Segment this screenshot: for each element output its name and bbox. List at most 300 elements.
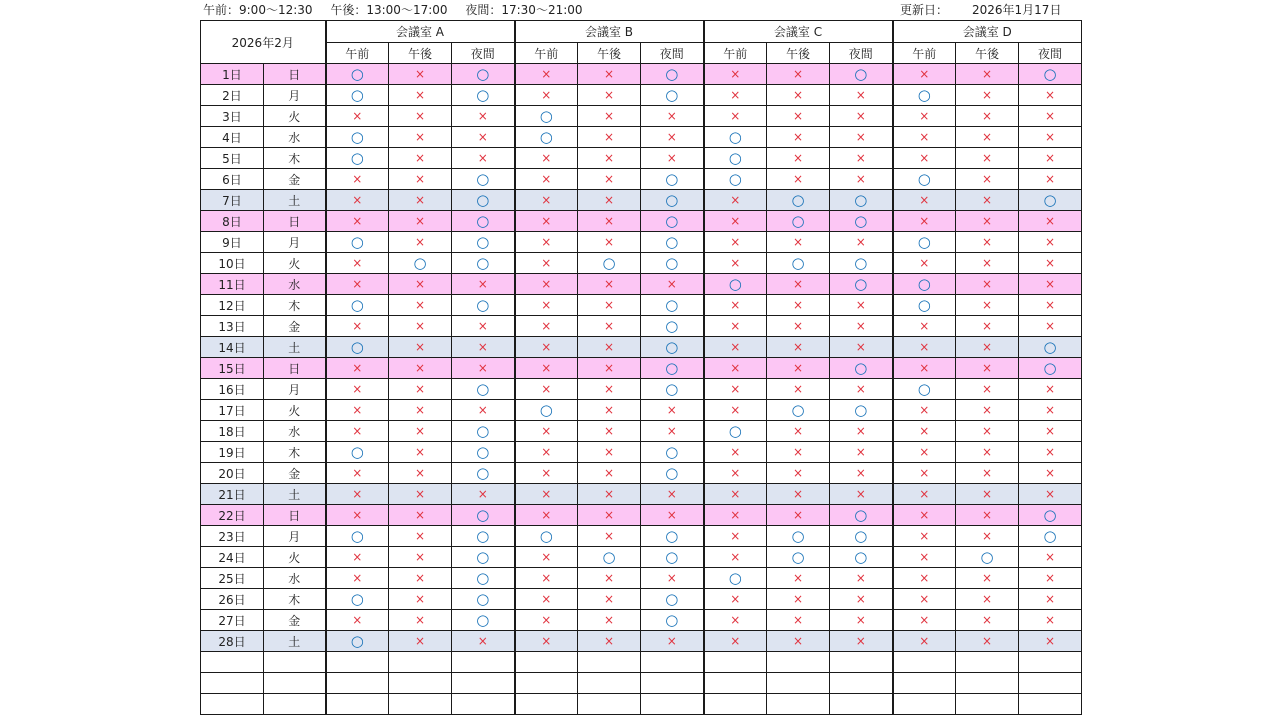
slot-cell[interactable] (326, 295, 389, 316)
slot-cell[interactable] (830, 211, 893, 232)
slot-cell[interactable] (956, 169, 1019, 190)
slot-cell[interactable] (956, 337, 1019, 358)
slot-cell[interactable] (704, 190, 767, 211)
slot-cell[interactable] (704, 463, 767, 484)
slot-cell[interactable] (641, 631, 704, 652)
slot-cell[interactable] (515, 85, 578, 106)
slot-cell[interactable] (956, 442, 1019, 463)
slot-cell[interactable] (326, 106, 389, 127)
slot-cell[interactable] (389, 190, 452, 211)
slot-cell[interactable] (956, 421, 1019, 442)
slot-cell[interactable] (704, 169, 767, 190)
slot-cell[interactable] (452, 106, 515, 127)
slot-cell[interactable] (956, 358, 1019, 379)
slot-cell[interactable] (578, 568, 641, 589)
slot-cell[interactable] (515, 232, 578, 253)
slot-cell[interactable] (641, 484, 704, 505)
slot-cell[interactable] (515, 106, 578, 127)
slot-cell[interactable] (956, 400, 1019, 421)
slot-cell[interactable] (893, 610, 956, 631)
slot-cell[interactable] (767, 379, 830, 400)
slot-cell[interactable] (326, 442, 389, 463)
slot-cell[interactable] (515, 253, 578, 274)
slot-cell[interactable] (767, 358, 830, 379)
slot-cell[interactable] (830, 568, 893, 589)
slot-cell[interactable] (893, 295, 956, 316)
slot-cell[interactable] (389, 106, 452, 127)
slot-cell[interactable] (830, 85, 893, 106)
slot-cell[interactable] (578, 484, 641, 505)
slot-cell[interactable] (515, 610, 578, 631)
slot-cell[interactable] (326, 148, 389, 169)
slot-cell[interactable] (578, 358, 641, 379)
slot-cell[interactable] (389, 337, 452, 358)
slot-cell[interactable] (1019, 589, 1082, 610)
slot-cell[interactable] (515, 316, 578, 337)
slot-cell[interactable] (767, 568, 830, 589)
slot-cell[interactable] (452, 253, 515, 274)
slot-cell[interactable] (452, 148, 515, 169)
slot-cell[interactable] (578, 148, 641, 169)
slot-cell[interactable] (1019, 526, 1082, 547)
slot-cell[interactable] (389, 631, 452, 652)
slot-cell[interactable] (326, 274, 389, 295)
slot-cell[interactable] (956, 64, 1019, 85)
slot-cell[interactable] (641, 253, 704, 274)
slot-cell[interactable] (578, 589, 641, 610)
slot-cell[interactable] (956, 85, 1019, 106)
slot-cell[interactable] (389, 232, 452, 253)
slot-cell[interactable] (326, 505, 389, 526)
slot-cell[interactable] (326, 85, 389, 106)
slot-cell[interactable] (704, 442, 767, 463)
slot-cell[interactable] (830, 505, 893, 526)
slot-cell[interactable] (326, 358, 389, 379)
slot-cell[interactable] (452, 358, 515, 379)
slot-cell[interactable] (1019, 463, 1082, 484)
slot-cell[interactable] (956, 547, 1019, 568)
slot-cell[interactable] (641, 148, 704, 169)
slot-cell[interactable] (326, 127, 389, 148)
slot-cell[interactable] (641, 505, 704, 526)
slot-cell[interactable] (704, 379, 767, 400)
slot-cell[interactable] (515, 484, 578, 505)
slot-cell[interactable] (830, 547, 893, 568)
slot-cell[interactable] (893, 85, 956, 106)
slot-cell[interactable] (767, 505, 830, 526)
slot-cell[interactable] (452, 232, 515, 253)
slot-cell[interactable] (452, 127, 515, 148)
slot-cell[interactable] (893, 463, 956, 484)
slot-cell[interactable] (956, 568, 1019, 589)
slot-cell[interactable] (515, 190, 578, 211)
slot-cell[interactable] (1019, 106, 1082, 127)
slot-cell[interactable] (578, 211, 641, 232)
slot-cell[interactable] (641, 421, 704, 442)
slot-cell[interactable] (326, 589, 389, 610)
slot-cell[interactable] (641, 64, 704, 85)
slot-cell[interactable] (515, 337, 578, 358)
slot-cell[interactable] (452, 421, 515, 442)
slot-cell[interactable] (389, 484, 452, 505)
slot-cell[interactable] (578, 610, 641, 631)
slot-cell[interactable] (767, 484, 830, 505)
slot-cell[interactable] (893, 169, 956, 190)
slot-cell[interactable] (704, 421, 767, 442)
slot-cell[interactable] (515, 274, 578, 295)
slot-cell[interactable] (452, 337, 515, 358)
slot-cell[interactable] (956, 379, 1019, 400)
slot-cell[interactable] (704, 316, 767, 337)
slot-cell[interactable] (641, 106, 704, 127)
slot-cell[interactable] (704, 295, 767, 316)
slot-cell[interactable] (326, 253, 389, 274)
slot-cell[interactable] (326, 400, 389, 421)
slot-cell[interactable] (767, 400, 830, 421)
slot-cell[interactable] (893, 421, 956, 442)
slot-cell[interactable] (704, 211, 767, 232)
slot-cell[interactable] (452, 631, 515, 652)
slot-cell[interactable] (830, 316, 893, 337)
slot-cell[interactable] (767, 64, 830, 85)
slot-cell[interactable] (956, 148, 1019, 169)
slot-cell[interactable] (389, 211, 452, 232)
slot-cell[interactable] (515, 526, 578, 547)
slot-cell[interactable] (704, 610, 767, 631)
slot-cell[interactable] (893, 379, 956, 400)
slot-cell[interactable] (893, 526, 956, 547)
slot-cell[interactable] (704, 505, 767, 526)
slot-cell[interactable] (767, 106, 830, 127)
slot-cell[interactable] (578, 379, 641, 400)
slot-cell[interactable] (326, 232, 389, 253)
slot-cell[interactable] (515, 442, 578, 463)
slot-cell[interactable] (452, 442, 515, 463)
slot-cell[interactable] (389, 169, 452, 190)
slot-cell[interactable] (830, 169, 893, 190)
slot-cell[interactable] (389, 400, 452, 421)
slot-cell[interactable] (830, 526, 893, 547)
slot-cell[interactable] (893, 400, 956, 421)
slot-cell[interactable] (767, 211, 830, 232)
slot-cell[interactable] (389, 253, 452, 274)
slot-cell[interactable] (389, 463, 452, 484)
slot-cell[interactable] (1019, 295, 1082, 316)
slot-cell[interactable] (515, 589, 578, 610)
slot-cell[interactable] (767, 547, 830, 568)
slot-cell[interactable] (641, 400, 704, 421)
slot-cell[interactable] (704, 358, 767, 379)
slot-cell[interactable] (578, 337, 641, 358)
slot-cell[interactable] (641, 463, 704, 484)
slot-cell[interactable] (704, 232, 767, 253)
slot-cell[interactable] (704, 400, 767, 421)
slot-cell[interactable] (704, 547, 767, 568)
slot-cell[interactable] (389, 379, 452, 400)
slot-cell[interactable] (326, 484, 389, 505)
slot-cell[interactable] (452, 274, 515, 295)
slot-cell[interactable] (830, 421, 893, 442)
slot-cell[interactable] (641, 442, 704, 463)
slot-cell[interactable] (893, 211, 956, 232)
slot-cell[interactable] (767, 148, 830, 169)
slot-cell[interactable] (956, 505, 1019, 526)
slot-cell[interactable] (767, 442, 830, 463)
slot-cell[interactable] (767, 295, 830, 316)
slot-cell[interactable] (893, 337, 956, 358)
slot-cell[interactable] (641, 358, 704, 379)
slot-cell[interactable] (767, 463, 830, 484)
slot-cell[interactable] (767, 190, 830, 211)
slot-cell[interactable] (389, 85, 452, 106)
slot-cell[interactable] (389, 442, 452, 463)
slot-cell[interactable] (893, 631, 956, 652)
slot-cell[interactable] (326, 463, 389, 484)
slot-cell[interactable] (515, 295, 578, 316)
slot-cell[interactable] (389, 610, 452, 631)
slot-cell[interactable] (830, 379, 893, 400)
slot-cell[interactable] (326, 568, 389, 589)
slot-cell[interactable] (641, 316, 704, 337)
slot-cell[interactable] (578, 505, 641, 526)
slot-cell[interactable] (893, 148, 956, 169)
slot-cell[interactable] (578, 64, 641, 85)
slot-cell[interactable] (893, 442, 956, 463)
slot-cell[interactable] (1019, 64, 1082, 85)
slot-cell[interactable] (893, 568, 956, 589)
slot-cell[interactable] (641, 232, 704, 253)
slot-cell[interactable] (326, 379, 389, 400)
slot-cell[interactable] (704, 484, 767, 505)
slot-cell[interactable] (578, 316, 641, 337)
slot-cell[interactable] (515, 400, 578, 421)
slot-cell[interactable] (515, 631, 578, 652)
slot-cell[interactable] (893, 127, 956, 148)
slot-cell[interactable] (578, 232, 641, 253)
slot-cell[interactable] (452, 295, 515, 316)
slot-cell[interactable] (893, 547, 956, 568)
slot-cell[interactable] (956, 127, 1019, 148)
slot-cell[interactable] (1019, 358, 1082, 379)
slot-cell[interactable] (641, 568, 704, 589)
slot-cell[interactable] (956, 295, 1019, 316)
slot-cell[interactable] (704, 568, 767, 589)
slot-cell[interactable] (1019, 337, 1082, 358)
slot-cell[interactable] (830, 106, 893, 127)
slot-cell[interactable] (830, 232, 893, 253)
slot-cell[interactable] (452, 211, 515, 232)
slot-cell[interactable] (830, 148, 893, 169)
slot-cell[interactable] (452, 190, 515, 211)
slot-cell[interactable] (704, 127, 767, 148)
slot-cell[interactable] (830, 64, 893, 85)
slot-cell[interactable] (704, 106, 767, 127)
slot-cell[interactable] (515, 211, 578, 232)
slot-cell[interactable] (452, 64, 515, 85)
slot-cell[interactable] (515, 358, 578, 379)
slot-cell[interactable] (578, 526, 641, 547)
slot-cell[interactable] (704, 631, 767, 652)
slot-cell[interactable] (515, 169, 578, 190)
slot-cell[interactable] (893, 274, 956, 295)
slot-cell[interactable] (326, 64, 389, 85)
slot-cell[interactable] (515, 379, 578, 400)
slot-cell[interactable] (1019, 442, 1082, 463)
slot-cell[interactable] (326, 526, 389, 547)
slot-cell[interactable] (830, 358, 893, 379)
slot-cell[interactable] (578, 463, 641, 484)
slot-cell[interactable] (578, 85, 641, 106)
slot-cell[interactable] (326, 337, 389, 358)
slot-cell[interactable] (767, 253, 830, 274)
slot-cell[interactable] (389, 358, 452, 379)
slot-cell[interactable] (956, 316, 1019, 337)
slot-cell[interactable] (767, 610, 830, 631)
slot-cell[interactable] (452, 568, 515, 589)
slot-cell[interactable] (830, 631, 893, 652)
slot-cell[interactable] (1019, 148, 1082, 169)
slot-cell[interactable] (578, 421, 641, 442)
slot-cell[interactable] (389, 505, 452, 526)
slot-cell[interactable] (767, 274, 830, 295)
slot-cell[interactable] (1019, 274, 1082, 295)
slot-cell[interactable] (641, 274, 704, 295)
slot-cell[interactable] (1019, 85, 1082, 106)
slot-cell[interactable] (452, 526, 515, 547)
slot-cell[interactable] (704, 274, 767, 295)
slot-cell[interactable] (452, 463, 515, 484)
slot-cell[interactable] (704, 337, 767, 358)
slot-cell[interactable] (1019, 253, 1082, 274)
slot-cell[interactable] (767, 316, 830, 337)
slot-cell[interactable] (452, 547, 515, 568)
slot-cell[interactable] (704, 85, 767, 106)
slot-cell[interactable] (1019, 484, 1082, 505)
slot-cell[interactable] (893, 253, 956, 274)
slot-cell[interactable] (452, 379, 515, 400)
slot-cell[interactable] (641, 190, 704, 211)
slot-cell[interactable] (1019, 631, 1082, 652)
slot-cell[interactable] (452, 505, 515, 526)
slot-cell[interactable] (641, 379, 704, 400)
slot-cell[interactable] (893, 358, 956, 379)
slot-cell[interactable] (956, 463, 1019, 484)
slot-cell[interactable] (767, 337, 830, 358)
slot-cell[interactable] (1019, 169, 1082, 190)
slot-cell[interactable] (956, 274, 1019, 295)
slot-cell[interactable] (452, 484, 515, 505)
slot-cell[interactable] (830, 400, 893, 421)
slot-cell[interactable] (893, 484, 956, 505)
slot-cell[interactable] (1019, 316, 1082, 337)
slot-cell[interactable] (515, 505, 578, 526)
slot-cell[interactable] (767, 421, 830, 442)
slot-cell[interactable] (893, 190, 956, 211)
slot-cell[interactable] (326, 169, 389, 190)
slot-cell[interactable] (956, 106, 1019, 127)
slot-cell[interactable] (767, 127, 830, 148)
slot-cell[interactable] (830, 484, 893, 505)
slot-cell[interactable] (578, 547, 641, 568)
slot-cell[interactable] (956, 484, 1019, 505)
slot-cell[interactable] (767, 589, 830, 610)
slot-cell[interactable] (326, 547, 389, 568)
slot-cell[interactable] (389, 589, 452, 610)
slot-cell[interactable] (389, 295, 452, 316)
slot-cell[interactable] (389, 547, 452, 568)
slot-cell[interactable] (389, 526, 452, 547)
slot-cell[interactable] (578, 106, 641, 127)
slot-cell[interactable] (515, 64, 578, 85)
slot-cell[interactable] (704, 253, 767, 274)
slot-cell[interactable] (767, 169, 830, 190)
slot-cell[interactable] (578, 400, 641, 421)
slot-cell[interactable] (452, 169, 515, 190)
slot-cell[interactable] (578, 295, 641, 316)
slot-cell[interactable] (1019, 127, 1082, 148)
slot-cell[interactable] (830, 442, 893, 463)
slot-cell[interactable] (641, 127, 704, 148)
slot-cell[interactable] (641, 547, 704, 568)
slot-cell[interactable] (1019, 379, 1082, 400)
slot-cell[interactable] (830, 253, 893, 274)
slot-cell[interactable] (956, 253, 1019, 274)
slot-cell[interactable] (956, 610, 1019, 631)
slot-cell[interactable] (1019, 421, 1082, 442)
slot-cell[interactable] (578, 631, 641, 652)
slot-cell[interactable] (830, 337, 893, 358)
slot-cell[interactable] (893, 505, 956, 526)
slot-cell[interactable] (956, 232, 1019, 253)
slot-cell[interactable] (326, 610, 389, 631)
slot-cell[interactable] (515, 421, 578, 442)
slot-cell[interactable] (956, 631, 1019, 652)
slot-cell[interactable] (956, 190, 1019, 211)
slot-cell[interactable] (578, 127, 641, 148)
slot-cell[interactable] (326, 631, 389, 652)
slot-cell[interactable] (452, 400, 515, 421)
slot-cell[interactable] (389, 64, 452, 85)
slot-cell[interactable] (1019, 400, 1082, 421)
slot-cell[interactable] (1019, 232, 1082, 253)
slot-cell[interactable] (641, 610, 704, 631)
slot-cell[interactable] (830, 463, 893, 484)
slot-cell[interactable] (389, 274, 452, 295)
slot-cell[interactable] (767, 85, 830, 106)
slot-cell[interactable] (767, 526, 830, 547)
slot-cell[interactable] (1019, 211, 1082, 232)
slot-cell[interactable] (893, 589, 956, 610)
slot-cell[interactable] (1019, 547, 1082, 568)
slot-cell[interactable] (452, 316, 515, 337)
slot-cell[interactable] (326, 190, 389, 211)
slot-cell[interactable] (641, 169, 704, 190)
slot-cell[interactable] (956, 589, 1019, 610)
slot-cell[interactable] (389, 127, 452, 148)
slot-cell[interactable] (641, 337, 704, 358)
slot-cell[interactable] (1019, 568, 1082, 589)
slot-cell[interactable] (956, 211, 1019, 232)
slot-cell[interactable] (515, 547, 578, 568)
slot-cell[interactable] (830, 610, 893, 631)
slot-cell[interactable] (830, 274, 893, 295)
slot-cell[interactable] (893, 232, 956, 253)
slot-cell[interactable] (704, 589, 767, 610)
slot-cell[interactable] (389, 316, 452, 337)
slot-cell[interactable] (389, 421, 452, 442)
slot-cell[interactable] (704, 148, 767, 169)
slot-cell[interactable] (641, 295, 704, 316)
